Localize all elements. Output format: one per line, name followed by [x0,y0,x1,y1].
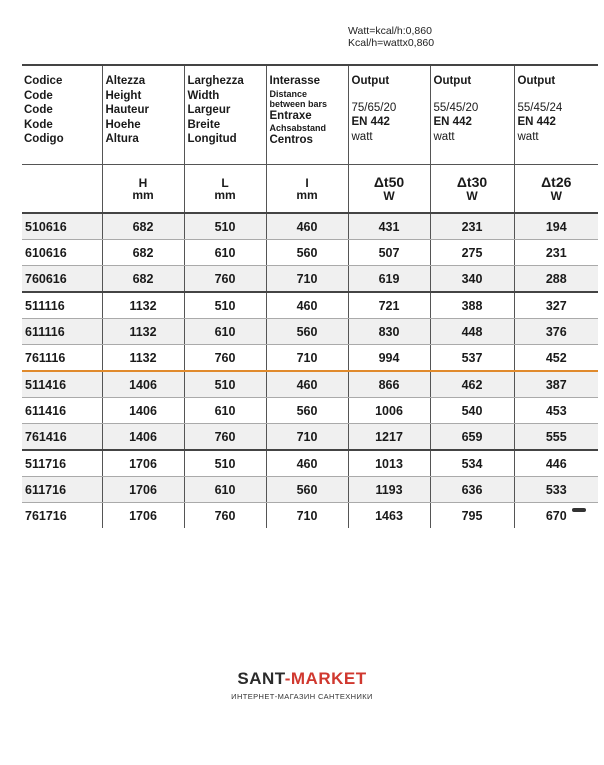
table-row [22,319,598,345]
cell-height: 1132 [102,319,184,345]
cell-output-dt50: 866 [348,371,430,398]
unit-dt30: Δt30 W [430,165,514,214]
table-row [22,477,598,503]
sant-market-logo [0,669,604,701]
cell-width: 510 [184,292,266,319]
cell-code: 761416 [22,424,102,451]
cell-code: 760616 [22,266,102,293]
table-row [22,398,598,424]
cell-code: 610616 [22,240,102,266]
cell-code: 611416 [22,398,102,424]
cell-output-dt30: 388 [430,292,514,319]
cell-interaxis: 710 [266,503,348,529]
header-row [22,65,598,165]
cell-height: 682 [102,213,184,240]
cell-output-dt30: 636 [430,477,514,503]
header-output-dt30: Output 55/45/20 EN 442 watt [430,65,514,165]
cell-output-dt26: 453 [514,398,598,424]
radiator-spec-table [22,64,598,528]
table-row [22,213,598,240]
cell-interaxis: 560 [266,319,348,345]
cell-output-dt26: 327 [514,292,598,319]
cell-output-dt26: 194 [514,213,598,240]
cell-interaxis: 710 [266,424,348,451]
cell-width: 510 [184,371,266,398]
cell-output-dt26: 446 [514,450,598,477]
cell-height: 1132 [102,292,184,319]
cell-output-dt50: 1217 [348,424,430,451]
cell-output-dt30: 231 [430,213,514,240]
cell-output-dt26: 452 [514,345,598,372]
cell-width: 610 [184,319,266,345]
cell-output-dt30: 537 [430,345,514,372]
cell-interaxis: 460 [266,292,348,319]
table-row [22,266,598,293]
cell-width: 510 [184,450,266,477]
cell-interaxis: 560 [266,398,348,424]
unit-dt50: Δt50 W [348,165,430,214]
table-row [22,292,598,319]
cell-output-dt26: 670 [545,508,567,523]
header-output-dt26: Output 55/45/24 EN 442 watt [514,65,598,165]
header-interaxis: Interasse Distance between bars Entraxe Achsabstand Centros [266,65,348,165]
table-row [22,450,598,477]
cell-width: 760 [184,266,266,293]
cell-output-dt50: 994 [348,345,430,372]
table-row [22,345,598,372]
cell-output-dt30: 275 [430,240,514,266]
cell-output-dt30: 540 [430,398,514,424]
unit-interaxis: I mm [266,165,348,214]
cell-code: 511116 [22,292,102,319]
header-code: Codice Code Code Kode Codigo [22,65,102,165]
logo-wordmark: SANT-MARKET [237,669,367,688]
cell-interaxis: 560 [266,477,348,503]
cell-output-dt30: 534 [430,450,514,477]
cell-output-dt50: 507 [348,240,430,266]
cell-output-dt26: 555 [514,424,598,451]
cell-height: 1132 [102,345,184,372]
table-row [22,371,598,398]
cell-output-dt26: 231 [514,240,598,266]
cell-code: 511716 [22,450,102,477]
cell-height: 1406 [102,398,184,424]
cell-code: 511416 [22,371,102,398]
cell-output-dt26: 533 [514,477,598,503]
cell-code: 761116 [22,345,102,372]
cell-code: 761716 [22,503,102,529]
cell-width: 510 [184,213,266,240]
cell-output-dt50: 431 [348,213,430,240]
cell-height: 1706 [102,503,184,529]
cell-interaxis: 560 [266,240,348,266]
header-height: Altezza Height Hauteur Hoehe Altura [102,65,184,165]
cell-output-dt30: 462 [430,371,514,398]
table-row [22,240,598,266]
cell-output-dt30: 340 [430,266,514,293]
unit-dt26: Δt26 W [514,165,598,214]
cell-output-dt50: 721 [348,292,430,319]
conversion-note-kcal: Kcal/h=wattx0,860 [348,37,435,49]
unit-row [22,165,598,214]
cell-width: 610 [184,398,266,424]
table-body [22,213,598,528]
cell-output-dt26: 288 [514,266,598,293]
cell-interaxis: 710 [266,345,348,372]
cell-interaxis: 460 [266,213,348,240]
cell-output-dt50: 1463 [348,503,430,529]
cell-height: 1706 [102,477,184,503]
unit-width: L mm [184,165,266,214]
header-output-dt50: Output 75/65/20 EN 442 watt [348,65,430,165]
scroll-indicator [572,508,586,512]
cell-output-dt30: 795 [430,503,514,529]
table-row [22,503,598,529]
cell-code: 611716 [22,477,102,503]
cell-output-dt30: 659 [430,424,514,451]
cell-height: 682 [102,240,184,266]
cell-height: 1706 [102,450,184,477]
cell-height: 682 [102,266,184,293]
cell-output-dt50: 830 [348,319,430,345]
cell-code: 611116 [22,319,102,345]
cell-height: 1406 [102,424,184,451]
cell-output-dt26: 387 [514,371,598,398]
logo-tagline: ИНТЕРНЕТ-МАГАЗИН САНТЕХНИКИ [231,692,373,701]
cell-output-dt50: 1193 [348,477,430,503]
cell-height: 1406 [102,371,184,398]
table-row [22,424,598,451]
cell-width: 760 [184,503,266,529]
cell-interaxis: 460 [266,371,348,398]
cell-code: 510616 [22,213,102,240]
cell-output-dt30: 448 [430,319,514,345]
conversion-note-watt: Watt=kcal/h:0,860 [348,25,432,37]
header-width: Larghezza Width Largeur Breite Longitud [184,65,266,165]
cell-interaxis: 710 [266,266,348,293]
cell-output-dt50: 1013 [348,450,430,477]
cell-output-dt50: 1006 [348,398,430,424]
unit-height: H mm [102,165,184,214]
cell-output-dt50: 619 [348,266,430,293]
cell-interaxis: 460 [266,450,348,477]
cell-width: 760 [184,424,266,451]
cell-width: 610 [184,240,266,266]
cell-output-dt26: 376 [514,319,598,345]
cell-width: 610 [184,477,266,503]
unit-code [22,165,102,214]
cell-width: 760 [184,345,266,372]
